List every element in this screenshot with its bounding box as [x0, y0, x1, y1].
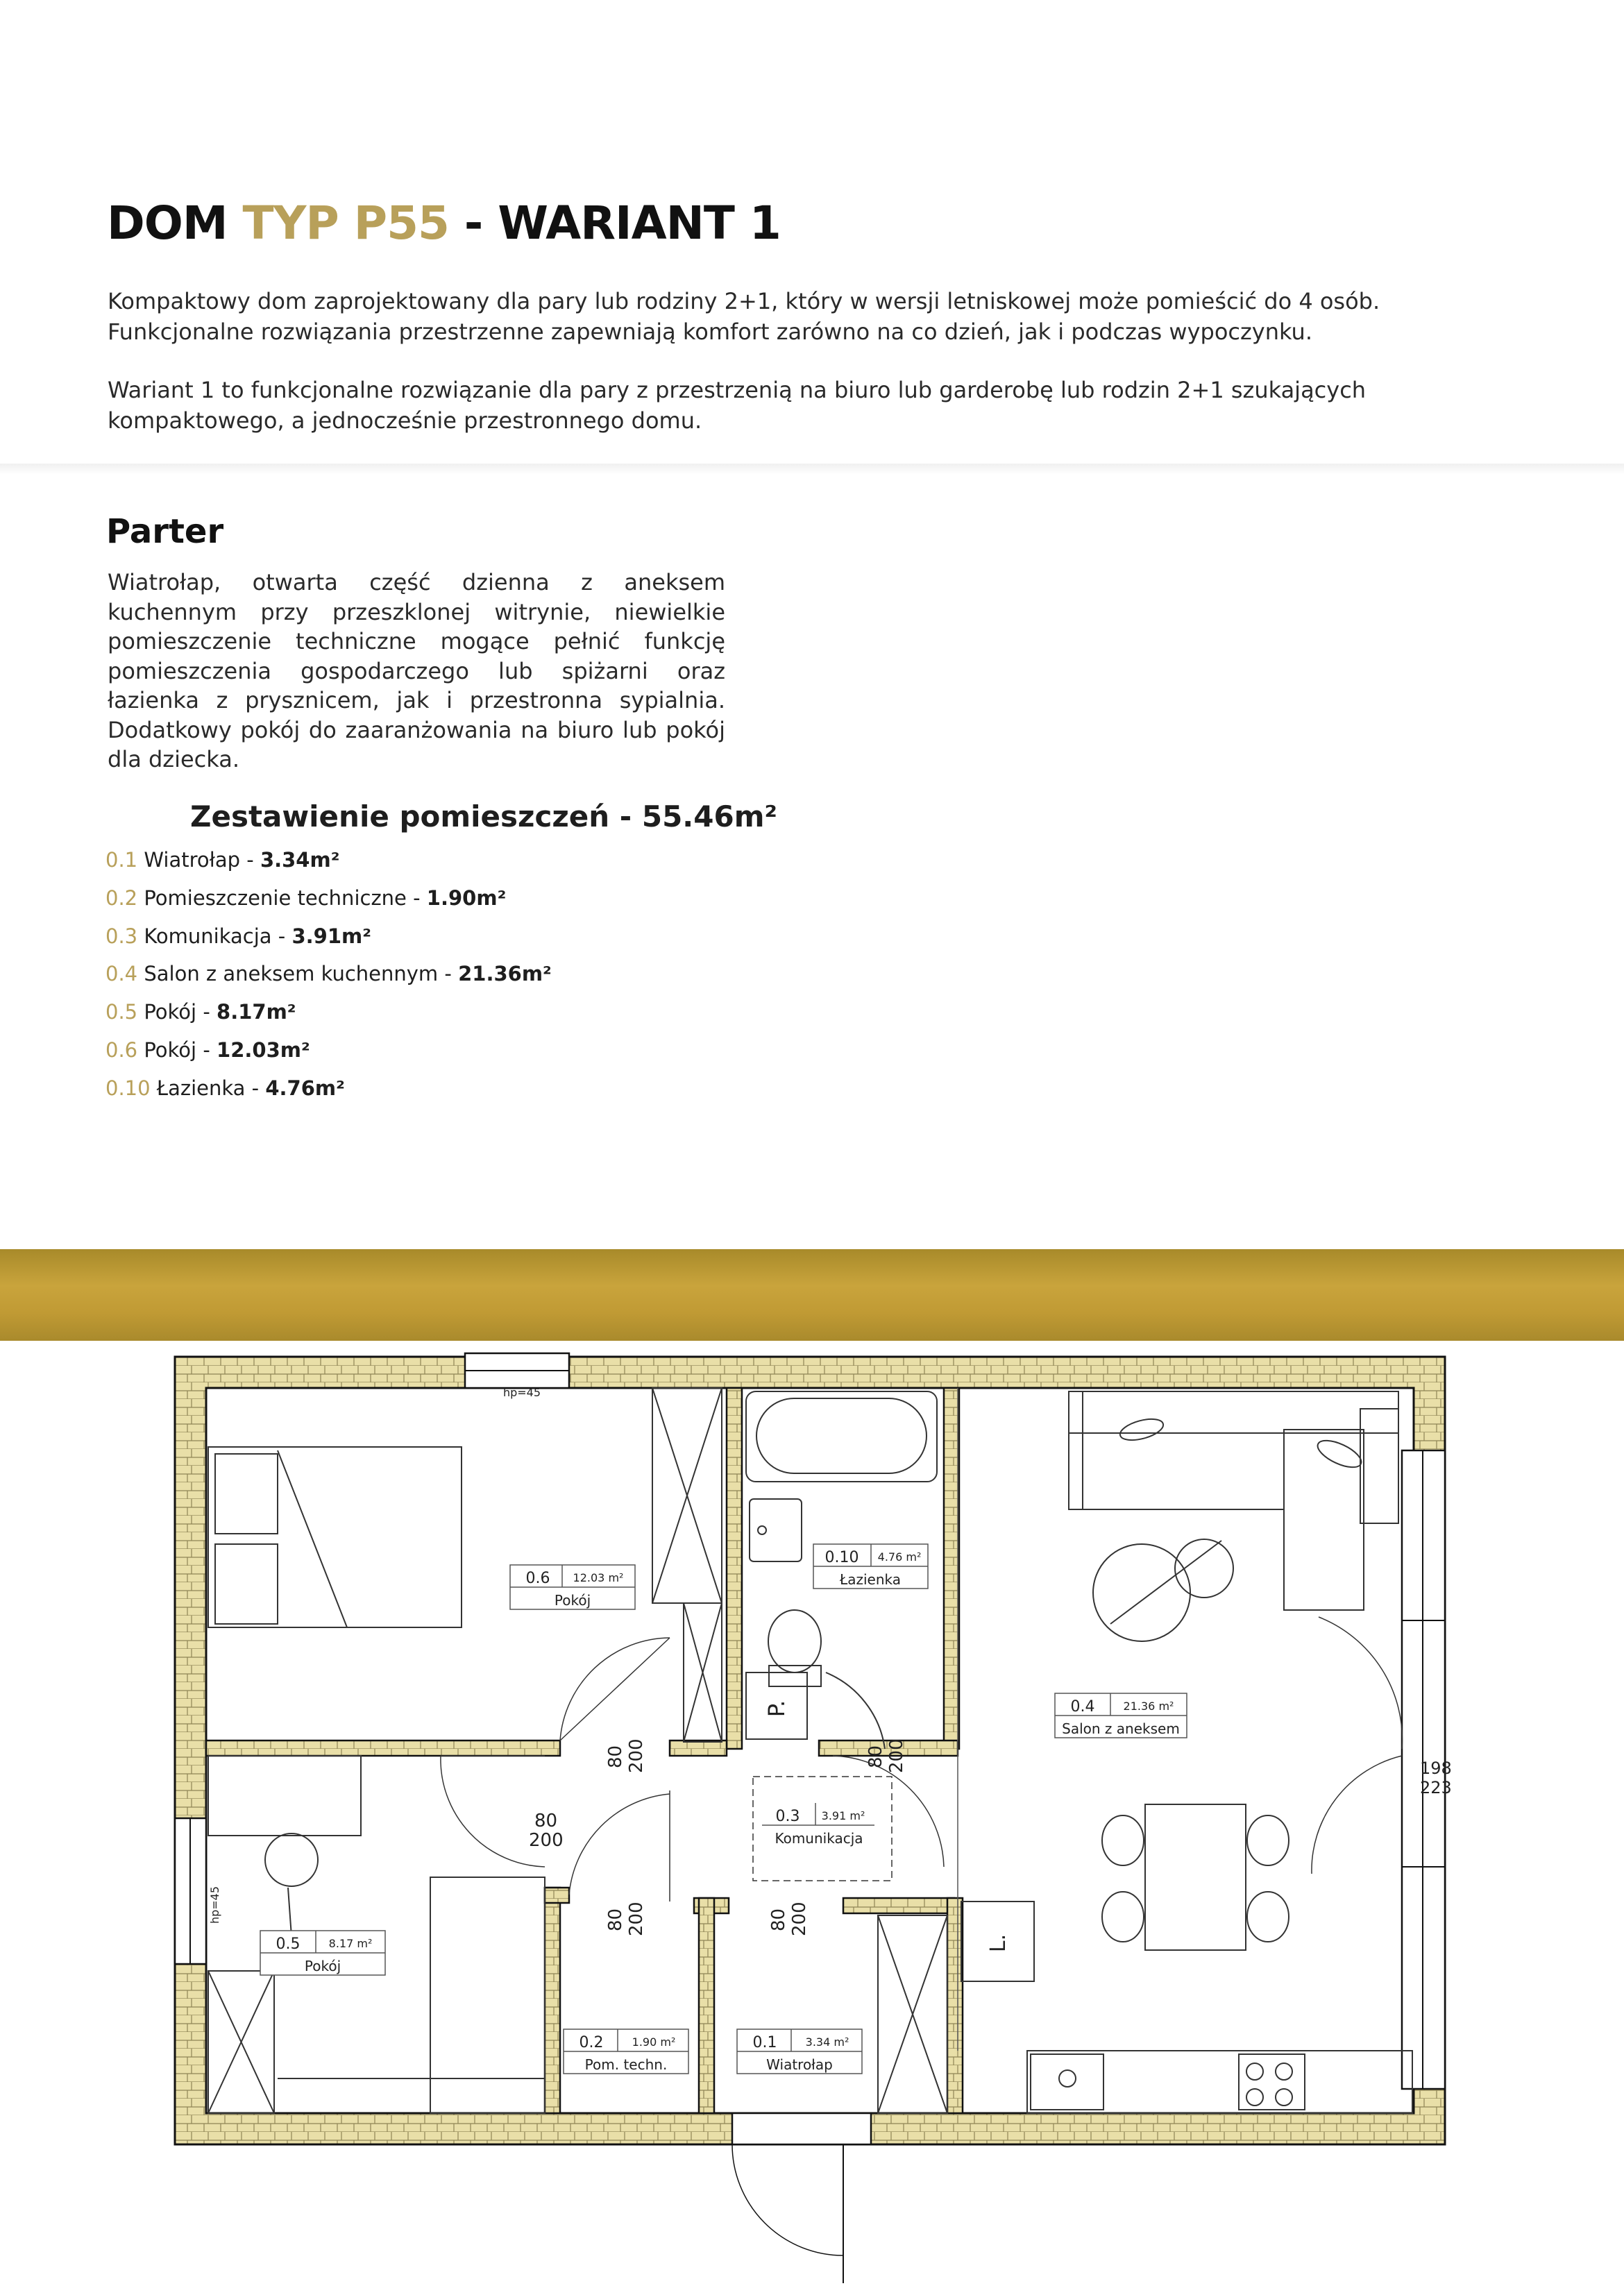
dining-set: [1102, 1804, 1289, 1950]
room-number: 0.5: [276, 1936, 301, 1953]
door-room-02: [569, 1790, 670, 1902]
washbasin: [750, 1499, 802, 1561]
room-number: 0.5: [105, 1000, 138, 1024]
wardrobe-room-06: [652, 1388, 722, 1742]
room-label-03: [762, 1803, 874, 1847]
room-area: 8.17m²: [217, 1000, 296, 1024]
room-number: 0.1: [752, 2034, 777, 2051]
dim-h: 200: [789, 1902, 810, 1936]
room-number: 0.10: [824, 1549, 859, 1566]
room-area: 3.34 m²: [805, 2035, 849, 2049]
dim-window-w: 198: [1420, 1759, 1452, 1778]
room-name: Pokój: [304, 1958, 341, 1974]
dim-w: 80: [605, 1745, 626, 1768]
room-name: Łazienka: [839, 1571, 902, 1588]
room-number: 0.4: [105, 962, 138, 986]
room-list: [105, 848, 552, 1115]
title-model: TYP P55: [242, 196, 449, 250]
room-name: Wiatrołap: [766, 2056, 833, 2073]
list-item: [105, 1076, 552, 1115]
room-area: 4.76 m²: [877, 1550, 922, 1564]
room-number: 0.1: [105, 848, 138, 872]
room-area: 12.03 m²: [573, 1571, 624, 1584]
section-divider: [0, 464, 1624, 475]
room-area: 1.90 m²: [632, 2035, 676, 2049]
door-room-06: [560, 1638, 670, 1741]
glazed-wall: [1402, 1450, 1452, 2089]
room-name: Komunikacja: [775, 1830, 863, 1847]
room-number: 0.3: [105, 924, 138, 948]
list-item: [105, 848, 552, 886]
room-label-06: [510, 1565, 635, 1609]
window-note-top: hp=45: [502, 1386, 541, 1399]
list-item: [105, 1038, 552, 1076]
room-name: Pokój: [554, 1592, 591, 1609]
door-living: [1312, 1617, 1403, 1874]
dim-h: 200: [886, 1738, 907, 1773]
interior-walls: [206, 1388, 963, 2113]
room-area: 3.91m²: [291, 924, 371, 948]
room-name: Pomieszczenie techniczne -: [144, 886, 427, 910]
room-number: 0.3: [775, 1808, 800, 1825]
room-number: 0.6: [525, 1570, 550, 1587]
room-label-01: [737, 2029, 862, 2074]
list-item: [105, 1000, 552, 1038]
room-area: 3.91 m²: [821, 1809, 865, 1822]
window-note-left: hp=45: [208, 1886, 221, 1924]
room-label-02: [564, 2029, 688, 2074]
dim-h: 200: [626, 1902, 647, 1936]
p-mark: P.: [763, 1700, 790, 1718]
page-title: [107, 196, 781, 250]
room-area: 8.17 m²: [328, 1937, 373, 1950]
room-name: Komunikacja -: [144, 924, 292, 948]
list-item: [105, 924, 552, 963]
bathtub: [746, 1391, 937, 1482]
desk-room-05: [208, 1756, 361, 1936]
room-label-010: [813, 1544, 928, 1589]
room-area: 21.36m²: [458, 962, 552, 986]
intro-paragraph-2: Wariant 1 to funkcjonalne rozwiązanie dla pary z przestrzenią na biuro lub garderobę lub rodzin 2+1 szukających kompaktowego, a jednocześnie przestronnego domu.: [108, 377, 1367, 434]
room-name: Łazienka -: [156, 1076, 266, 1100]
dim-w: 80: [768, 1908, 789, 1931]
room-label-05: [260, 1931, 385, 1975]
room-name: Salon z aneksem: [1062, 1720, 1180, 1737]
room-area: 3.34m²: [260, 848, 340, 872]
dim-w: 80: [534, 1811, 558, 1831]
list-item: [105, 886, 552, 924]
dim-window-h: 223: [1420, 1778, 1452, 1797]
entrance-door: [732, 2113, 871, 2283]
dim-h: 200: [529, 1830, 564, 1851]
gold-banner: [0, 1249, 1624, 1341]
window-top: [465, 1353, 569, 1399]
room-number: 0.2: [105, 886, 138, 910]
room-number: 0.10: [105, 1076, 151, 1100]
intro-paragraph-1: Kompaktowy dom zaprojektowany dla pary lub rodziny 2+1, który w wersji letniskowej może pomieścić do 4 osób. Funkcjonalne rozwiązania przestrzenne zapewniają komfort zarówno na co dzień, jak i podczas wypoczynku.: [108, 288, 1380, 345]
room-number: 0.2: [579, 2034, 604, 2051]
sofa: [1069, 1391, 1398, 1610]
dim-w: 80: [605, 1908, 626, 1931]
rooms-summary-heading: Zestawienie pomieszczeń - 55.46m²: [190, 799, 777, 833]
room-name: Pokój -: [144, 1038, 217, 1062]
bed-room-06: [208, 1447, 462, 1627]
room-name: Pokój -: [144, 1000, 217, 1024]
title-part-1: DOM: [107, 196, 243, 250]
room-number: 0.6: [105, 1038, 138, 1062]
section-heading-parter: Parter: [106, 512, 224, 551]
room-area: 21.36 m²: [1123, 1700, 1174, 1713]
room-area: 4.76m²: [265, 1076, 345, 1100]
bed-room-05: [208, 1877, 545, 2113]
dim-h: 200: [626, 1738, 647, 1773]
room-name: Pom. techn.: [584, 2056, 668, 2073]
list-item: [105, 962, 552, 1000]
room-label-04: [1055, 1693, 1187, 1738]
room-name: Wiatrołap -: [144, 848, 260, 872]
l-mark: L.: [986, 1933, 1010, 1953]
comm-cabinet: [753, 1777, 892, 1881]
room-number: 0.4: [1070, 1698, 1095, 1716]
section-description: Wiatrołap, otwarta część dzienna z aneksem kuchennym przy przeszklonej witrynie, niewielkie pomieszczenie techniczne mogące pełnić funkcję pomieszczenia gospodarczego lub spiżarni oraz łazienka z prysznicem, jak i przestronna sypialnia. Dodatkowy pokój do zaaranżowania na biuro lub pokój dla dziecka.: [108, 569, 725, 772]
dim-w: 80: [865, 1745, 886, 1768]
window-left: [175, 1818, 221, 1964]
coffee-tables: [1093, 1539, 1233, 1641]
room-area: 1.90m²: [426, 886, 507, 910]
wardrobe-hall: [878, 1915, 947, 2113]
kitchen-counter: [961, 1902, 1412, 2113]
floor-plan: [0, 1346, 1624, 2295]
room-name: Salon z aneksem kuchennym -: [144, 962, 459, 986]
toilet: [768, 1610, 821, 1686]
room-area: 12.03m²: [217, 1038, 310, 1062]
title-part-3: - WARIANT 1: [448, 196, 781, 250]
shower-tray: [746, 1672, 885, 1749]
